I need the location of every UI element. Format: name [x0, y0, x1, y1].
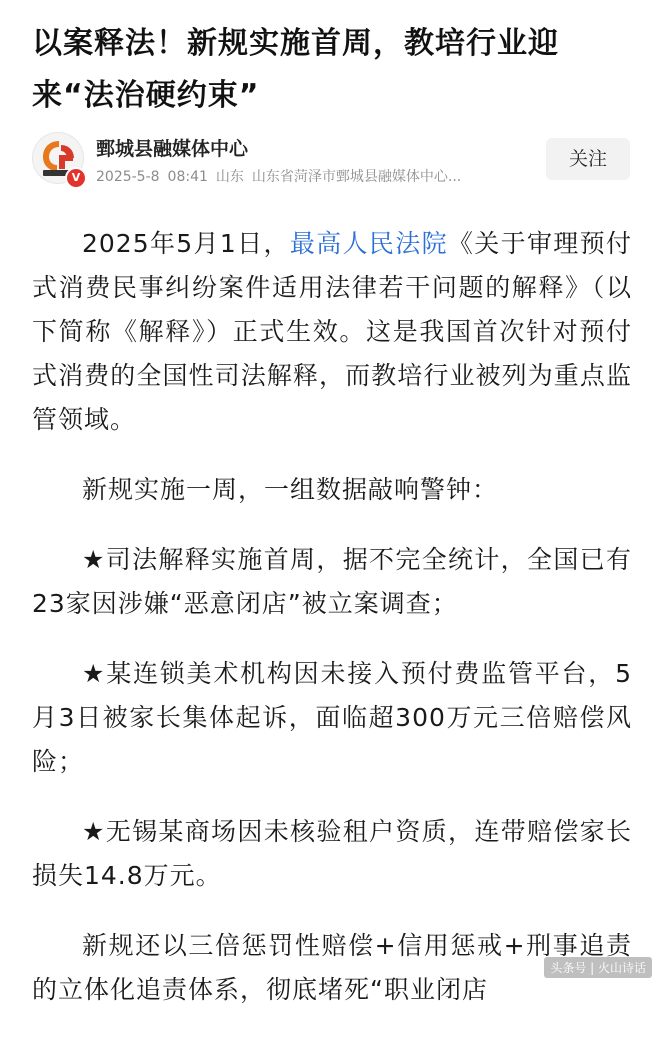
paragraph-accountability: 新规还以三倍惩罚性赔偿+信用惩戒+刑事追责的立体化追责体系，彻底堵死“职业闭店: [32, 931, 632, 1004]
publish-time: 08:41: [167, 169, 208, 185]
paragraph-intro-suffix: 《关于审理预付式消费民事纠纷案件适用法律若干问题的解释》（以下简称《解释》）正式生效。这是我国首次针对预付式消费的全国性司法解释，而教培行业被列为重点监管领域。: [32, 229, 632, 434]
publish-region: 山东: [215, 169, 244, 185]
paragraph-bullet-3: ★无锡某商场因未核验租户资质，连带赔偿家长损失14.8万元。: [32, 817, 632, 890]
paragraph-bullet-1: ★司法解释实施首周，据不完全统计，全国已有23家因涉嫌“恶意闭店”被立案调查；: [32, 545, 632, 618]
watermark: 头条号 | 火山诗话: [544, 957, 652, 978]
publish-location: 山东省菏泽市鄄城县融媒体中心...: [251, 169, 462, 185]
paragraph-intro-prefix: 2025年5月1日，: [82, 229, 290, 258]
article-meta: [96, 166, 526, 186]
article-title: 以案释法！新规实施首周，教培行业迎来“法治硬约束”: [32, 26, 559, 113]
follow-button[interactable]: 关注: [546, 138, 630, 180]
paragraph-data-intro: 新规实施一周，一组数据敲响警钟：: [82, 475, 499, 504]
publish-date: 2025-5-8: [96, 169, 160, 185]
avatar[interactable]: [32, 132, 84, 184]
supreme-court-link[interactable]: 最高人民法院: [289, 229, 448, 258]
author-bar: [32, 132, 630, 192]
article-body: [32, 222, 632, 1038]
paragraph-bullet-2: ★某连锁美术机构因未接入预付费监管平台，5月3日被家长集体起诉，面临超300万元三倍赔偿风险；: [32, 659, 632, 776]
author-name[interactable]: 鄄城县融媒体中心: [96, 138, 249, 160]
verified-badge-icon: V: [65, 167, 87, 189]
paragraph-intro: [32, 222, 632, 442]
